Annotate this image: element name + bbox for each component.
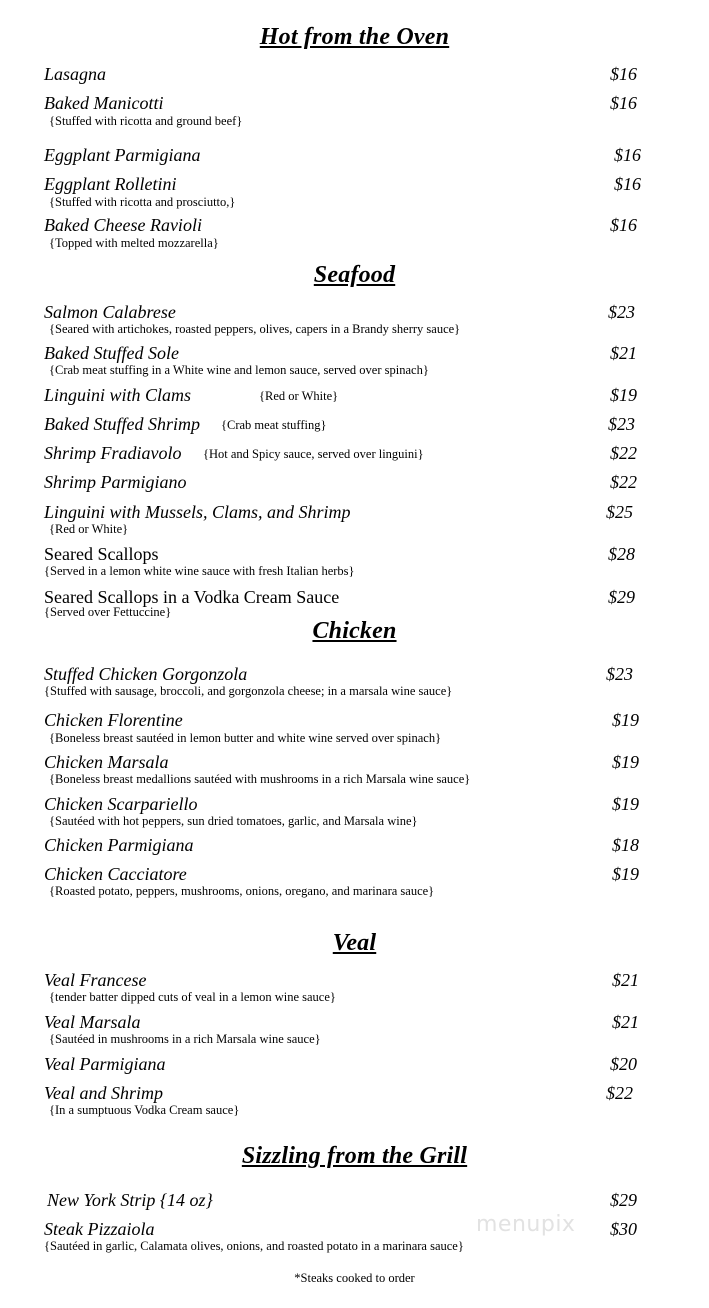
menu-item-description: {Served in a lemon white wine sauce with fresh Italian herbs} [44, 564, 355, 578]
menu-item-price: $28 [608, 544, 635, 564]
menu-item-name: Shrimp Parmigiano [44, 472, 187, 492]
section-heading-oven: Hot from the Oven [259, 24, 450, 50]
menu-item-name: Linguini with Mussels, Clams, and Shrimp [44, 502, 351, 522]
menu-item-price: $22 [610, 443, 637, 463]
menu-item-price: $25 [606, 502, 633, 522]
menu-item-description: {Seared with artichokes, roasted peppers, olives, capers in a Brandy sherry sauce} [49, 322, 461, 336]
menu-item-name: Eggplant Rolletini [44, 174, 177, 194]
menu-item-price: $29 [610, 1190, 637, 1210]
menu-item-name: Steak Pizzaiola [44, 1219, 155, 1239]
menu-item-description: {tender batter dipped cuts of veal in a lemon wine sauce} [49, 990, 336, 1004]
menu-item-price: $16 [610, 64, 637, 84]
menu-item-price: $19 [612, 710, 639, 730]
menu-item-note: {Red or White} [259, 389, 339, 403]
menu-item-price: $23 [608, 414, 635, 434]
menu-item-price: $30 [610, 1219, 637, 1239]
menu-item-price: $22 [610, 472, 637, 492]
menu-item-price: $19 [612, 864, 639, 884]
menu-item-name: Baked Manicotti [44, 93, 164, 113]
menu-item-name: Veal Marsala [44, 1012, 141, 1032]
menu-item-name: Chicken Marsala [44, 752, 169, 772]
menu-item-description: {Sautéed in garlic, Calamata olives, onions, and roasted potato in a marinara sauce} [44, 1239, 464, 1253]
menu-item-price: $18 [612, 835, 639, 855]
menu-item-description: {Stuffed with sausage, broccoli, and gorgonzola cheese; in a marsala wine sauce} [44, 684, 453, 698]
watermark-logo: menupix [476, 1212, 576, 1237]
menu-item-price: $19 [612, 794, 639, 814]
menu-item-name: Salmon Calabrese [44, 302, 176, 322]
menu-item-description: {Stuffed with ricotta and ground beef} [49, 114, 243, 128]
menu-item-name: New York Strip {14 oz} [47, 1190, 213, 1210]
menu-item-price: $23 [606, 664, 633, 684]
menu-item-description: {Stuffed with ricotta and prosciutto,} [49, 195, 236, 209]
menu-item-description: {Roasted potato, peppers, mushrooms, onions, oregano, and marinara sauce} [49, 884, 435, 898]
menu-item-price: $23 [608, 302, 635, 322]
menu-item-description: {Red or White} [49, 522, 129, 536]
menu-item-name: Linguini with Clams [44, 385, 192, 405]
menu-item-price: $16 [614, 174, 641, 194]
menu-item-description: {Sautéed in mushrooms in a rich Marsala wine sauce} [49, 1032, 321, 1046]
menu-item-price: $16 [614, 145, 641, 165]
menu-item-price: $21 [612, 1012, 639, 1032]
menu-item-price: $20 [610, 1054, 637, 1074]
menu-item-name: Lasagna [44, 64, 107, 84]
section-heading-grill: Sizzling from the Grill [241, 1143, 468, 1169]
menu-item-price: $29 [608, 587, 635, 607]
menu-item-name: Chicken Scarpariello [44, 794, 198, 814]
section-heading-veal: Veal [332, 930, 377, 956]
menu-item-name: Eggplant Parmigiana [44, 145, 201, 165]
menu-item-note: {Crab meat stuffing} [221, 418, 327, 432]
menu-item-price: $21 [610, 343, 637, 363]
menu-item-name: Veal Parmigiana [44, 1054, 166, 1074]
menu-item-name: Baked Stuffed Sole [44, 343, 179, 363]
menu-item-name: Baked Cheese Ravioli [44, 215, 202, 235]
menu-item-price: $16 [610, 215, 637, 235]
section-heading-seafood: Seafood [313, 262, 396, 288]
menu-item-name: Seared Scallops [44, 544, 159, 564]
menu-item-name: Stuffed Chicken Gorgonzola [44, 664, 248, 684]
menu-item-name: Baked Stuffed Shrimp [44, 414, 200, 434]
menu-item-description: {Crab meat stuffing in a White wine and lemon sauce, served over spinach} [49, 363, 429, 377]
menu-item-description: {Boneless breast medallions sautéed with mushrooms in a rich Marsala wine sauce} [49, 772, 471, 786]
menu-item-price: $21 [612, 970, 639, 990]
section-heading-chicken: Chicken [312, 618, 397, 644]
menu-item-description: {Sautéed with hot peppers, sun dried tomatoes, garlic, and Marsala wine} [49, 814, 418, 828]
menu-item-name: Chicken Cacciatore [44, 864, 187, 884]
menu-item-price: $22 [606, 1083, 633, 1103]
menu-item-price: $19 [610, 385, 637, 405]
menu-item-name: Seared Scallops in a Vodka Cream Sauce [44, 587, 340, 607]
menu-item-name: Chicken Florentine [44, 710, 183, 730]
menu-item-description: {Boneless breast sautéed in lemon butter and white wine served over spinach} [49, 731, 442, 745]
menu-item-name: Veal Francese [44, 970, 147, 990]
menu-item-description: {Topped with melted mozzarella} [49, 236, 219, 250]
menu-item-description: {In a sumptuous Vodka Cream sauce} [49, 1103, 240, 1117]
menu-item-name: Shrimp Fradiavolo [44, 443, 182, 463]
menu-item-price: $16 [610, 93, 637, 113]
menu-item-name: Veal and Shrimp [44, 1083, 163, 1103]
menu-item-name: Chicken Parmigiana [44, 835, 194, 855]
menu-item-description: {Served over Fettuccine} [44, 605, 172, 619]
menu-item-price: $19 [612, 752, 639, 772]
menu-item-note: {Hot and Spicy sauce, served over linguini} [203, 447, 424, 461]
steaks-footnote: *Steaks cooked to order [294, 1271, 415, 1285]
